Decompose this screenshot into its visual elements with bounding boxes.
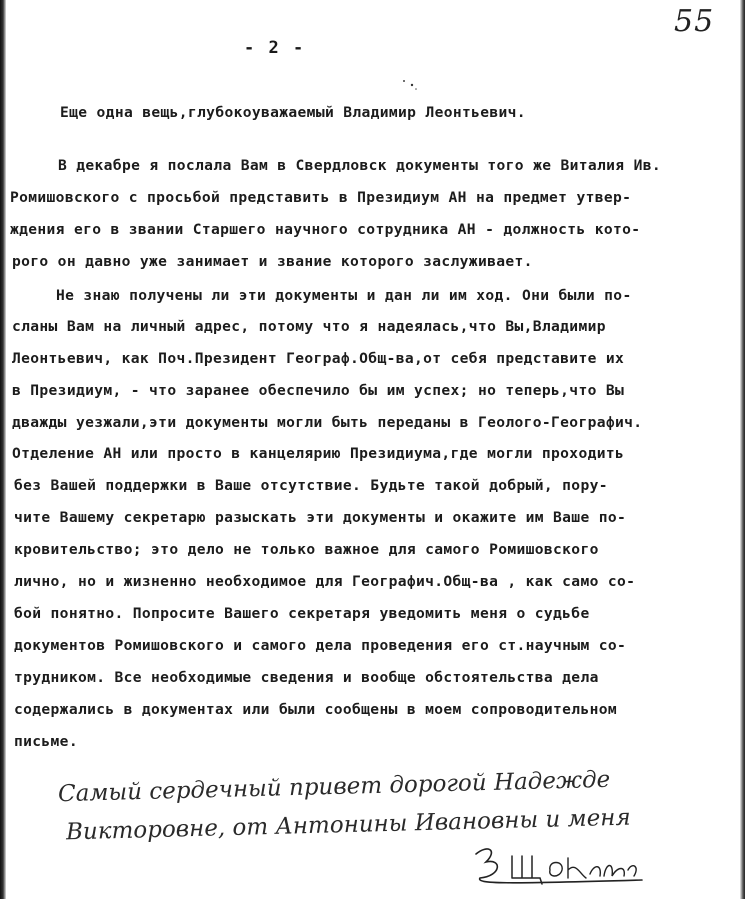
body-line: лично, но и жизненно необходимое для Географич.Общ-ва , как само со-	[14, 573, 636, 590]
scan-edge-right	[740, 0, 745, 899]
body-line: чите Вашему секретарю разыскать эти документы и окажите им Ваше по-	[14, 509, 627, 526]
folio-number: 55	[674, 4, 715, 39]
scan-edge-left	[0, 0, 6, 899]
handwritten-note-line: Викторовне, от Антонины Ивановны и меня	[65, 804, 631, 846]
body-line: рого он давно уже занимает и звание которого заслуживает.	[12, 253, 533, 270]
body-line: дважды уезжали,эти документы могли быть переданы в Геолого-Географич.	[12, 414, 643, 431]
body-line: трудником. Все необходимые сведения и вообще обстоятельства дела	[14, 669, 599, 686]
body-line: Леонтьевич, как Поч.Президент Географ.Общ-ва,от себя представите их	[12, 350, 625, 367]
handwritten-note-line: Самый сердечный привет дорогой Надежде	[57, 766, 611, 808]
body-line: письме.	[14, 733, 78, 750]
body-line: бой понятно. Попросите Вашего секретаря уведомить меня о судьбе	[14, 605, 590, 622]
body-line: в Президиум, - что заранее обеспечило бы им успех; но теперь,что Вы	[12, 382, 625, 399]
greeting-line: Еще одна вещь,глубокоуважаемый Владимир Леонтьевич.	[60, 104, 526, 121]
body-line: без Вашей поддержки в Ваше отсутствие. Будьте такой добрый, пору-	[14, 477, 608, 494]
page-number: - 2 -	[244, 38, 306, 58]
body-line: Не знаю получены ли эти документы и дан ли им ход. Они были по-	[56, 287, 632, 304]
body-line: В декабре я послала Вам в Свердловск документы того же Виталия Ив.	[58, 157, 661, 174]
body-line: Ромишовского с просьбой представить в Президиум АН на предмет утвер-	[10, 189, 632, 206]
body-line: документов Ромишовского и самого дела проведения его ст.научным со-	[14, 637, 627, 654]
body-line: кровительство; это дело не только важное для самого Ромишовского	[14, 541, 599, 558]
body-line: содержались в документах или были сообщены в моем сопроводительном	[14, 701, 617, 718]
body-line: сланы Вам на личный адрес, потому что я надеялась,что Вы,Владимир	[12, 318, 606, 335]
body-line: ждения его в звании Старшего научного сотрудника АН - должность кото-	[10, 221, 641, 238]
scan-specks	[400, 78, 420, 92]
signature	[472, 840, 652, 892]
body-line: Отделение АН или просто в канцелярию Президиума,где могли проходить	[12, 445, 625, 462]
